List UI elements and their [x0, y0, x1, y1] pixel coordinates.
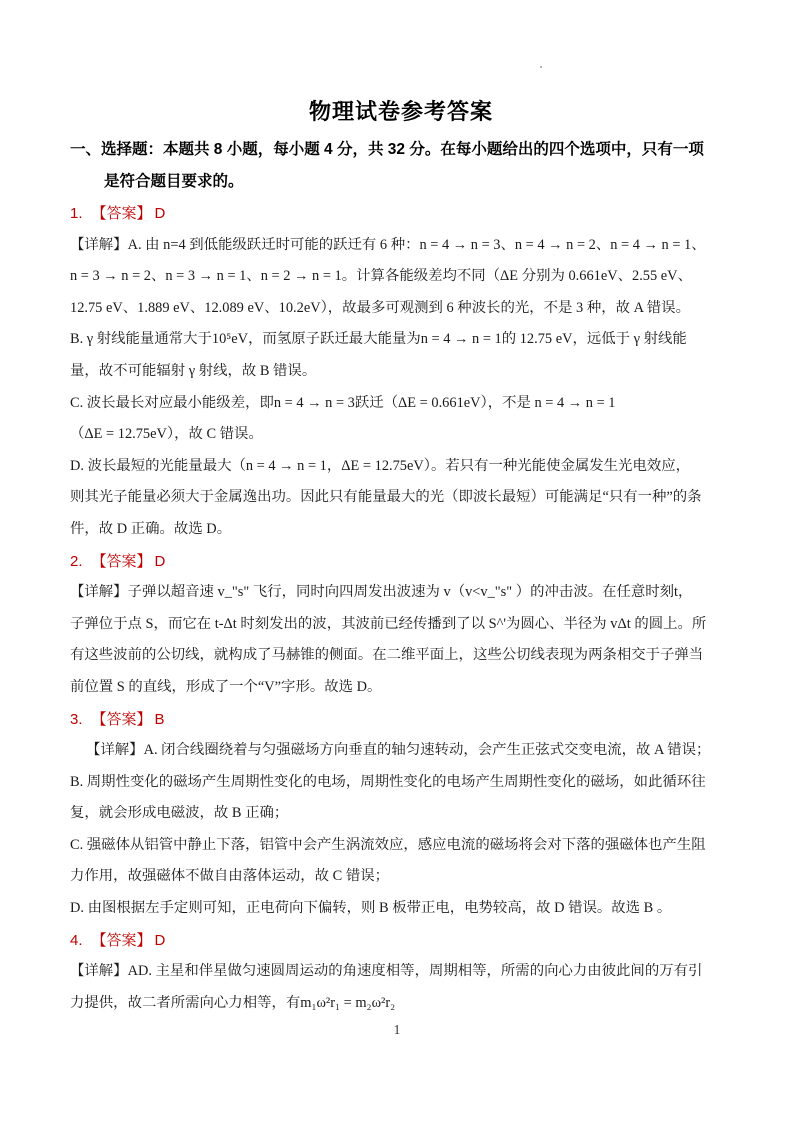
answer-2-value: D: [154, 552, 166, 570]
page-title: 物理试卷参考答案: [308, 99, 493, 124]
answer-1-explanation-line: 量，故不可能辐射 γ 射线，故 B 错误。: [70, 362, 317, 379]
answer-4-value: D: [154, 931, 166, 949]
answer-3-number: 3.: [70, 710, 83, 728]
answer-2-explanation-line: 前位置 S 的直线，形成了一个“V”字形。故选 D。: [70, 678, 382, 695]
answer-3-value: B: [154, 710, 165, 728]
answer-1-explanation-line: 则其光子能量必须大于金属逸出功。因此只有能量最大的光（即波长最短）可能满足“只有一种”的条: [70, 489, 702, 506]
answer-3-explanation-line: 力作用，故强磁体不做自由落体运动，故 C 错误；: [70, 868, 389, 885]
answer-2-explanation-line: 【详解】子弹以超音速 v_"s" 飞行，同时向四周发出波速为 v（v<v_"s" ）的冲击波。在任意时刻t，: [70, 584, 693, 601]
answer-3-explanation-line: 【详解】A. 闭合线圈绕着与匀强磁场方向垂直的轴匀速转动，会产生正弦式交变电流，故 A 错误；: [86, 742, 711, 759]
answer-1-number: 1.: [70, 205, 83, 222]
answer-1-explanation-line: 件，故 D 正确。故选 D。: [70, 520, 232, 537]
answer-4-number: 4.: [70, 931, 83, 949]
answer-3-header: [70, 704, 732, 736]
answer-3-explanation-line: B. 周期性变化的磁场产生周期性变化的电场，周期性变化的电场产生周期性变化的磁场，如此循环往: [70, 773, 706, 790]
answer-3-explanation-line: D. 由图根据左手定则可知，正电荷向下偏转，则 B 板带正电，电势较高，故 D 错误。故选 B 。: [70, 900, 672, 917]
answer-2-header: [70, 546, 732, 578]
answer-3-explanation-line: 复，就会形成电磁波，故 B 正确；: [70, 805, 289, 822]
answer-4-explanation-line: 力提供，故二者所需向心力相等，有m₁ω²r₁ = m₂ω²r₂: [70, 994, 396, 1011]
answer-4-explanation-line: 【详解】AD. 主星和伴星做匀速圆周运动的角速度相等，周期相等，所需的向心力由彼此间的万有引: [70, 963, 703, 980]
answer-4-header: [70, 925, 732, 957]
section-heading-line1: 一、选择题：本题共 8 小题，每小题 4 分，共 32 分。在每小题给出的四个选项中，只有一项: [70, 141, 704, 158]
answer-1-explanation-line: D. 波长最短的光能量最大（n = 4 → n = 1，ΔE = 12.75eV）。若只有一种光能使金属发生光电效应，: [70, 457, 691, 474]
answer-2-number: 2.: [70, 552, 83, 570]
stray-mark: [540, 66, 542, 68]
answer-1-explanation-line: B. γ 射线能量通常大于10⁵eV，而氢原子跃迁最大能量为n = 4 → n = 1的 12.75 eV，远低于 γ 射线能: [70, 331, 687, 348]
answer-1-header: [70, 198, 732, 230]
answer-1-explanation-line: n = 3 → n = 2、n = 3 → n = 1、n = 2 → n = 1。计算各能级差均不同（ΔE 分别为 0.661eV、2.55 eV、: [70, 268, 692, 285]
page-number: 1: [393, 1022, 401, 1037]
answer-2-explanation-line: 子弹位于点 S，而它在 t-Δt 时刻发出的波，其波前已经传播到了以 S^'为圆心、半径为 vΔt 的圆上。所: [70, 615, 707, 632]
answer-1-explanation-line: 【详解】A. 由 n=4 到低能级跃迁时可能的跃迁有 6 种：n = 4 → n = 3、n = 4 → n = 2、n = 4 → n = 1、: [70, 236, 706, 253]
section-heading-line2: 是符合题目要求的。: [104, 173, 244, 190]
document-content: [70, 92, 732, 1019]
answer-4-label: 【答案】: [91, 931, 152, 949]
answer-1-value: D: [154, 205, 166, 222]
answer-1-label: 【答案】: [91, 205, 152, 222]
answer-3-label: 【答案】: [91, 710, 152, 728]
answer-2-label: 【答案】: [91, 552, 152, 570]
answer-1-explanation-line: 12.75 eV、1.889 eV、12.089 eV、10.2eV），故最多可观测到 6 种波长的光，不是 3 种，故 A 错误。: [70, 299, 690, 316]
answer-1-explanation-line: C. 波长最长对应最小能级差，即n = 4 → n = 3跃迁（ΔE = 0.661eV），不是 n = 4 → n = 1: [70, 394, 616, 411]
answer-3-explanation-line: C. 强磁体从铝管中静止下落，铝管中会产生涡流效应，感应电流的磁场将会对下落的强磁体也产生阻: [70, 836, 706, 853]
answer-2-explanation-line: 有这些波前的公切线，就构成了马赫锥的侧面。在二维平面上，这些公切线表现为两条相交于子弹当: [70, 647, 704, 664]
answer-1-explanation-line: （ΔE = 12.75eV），故 C 错误。: [70, 426, 263, 443]
